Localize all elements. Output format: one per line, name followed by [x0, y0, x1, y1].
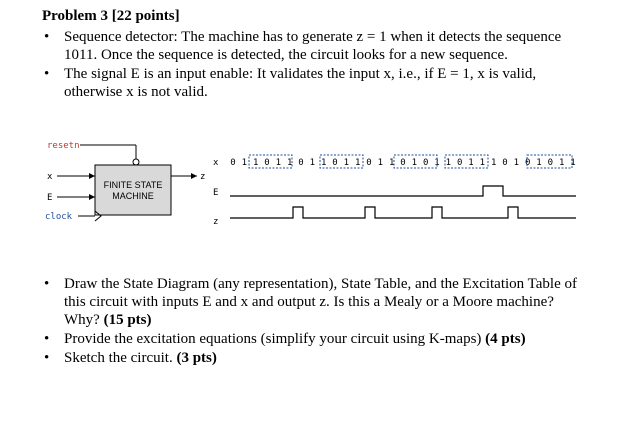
task-state-diagram: [42, 275, 582, 329]
x-bit: 0: [547, 158, 554, 168]
x-bit: 0: [422, 158, 429, 168]
z-waveform: [230, 207, 576, 218]
x-bit: 1: [445, 158, 452, 168]
fsm-box: [95, 165, 171, 215]
e-waveform: [230, 186, 576, 196]
x-bit: 1: [490, 158, 497, 168]
x-bit: 0: [366, 158, 372, 168]
x-bit: 1: [411, 158, 418, 168]
x-bit: 1: [309, 158, 316, 168]
wave-x-label: x: [213, 158, 219, 168]
task-excitation-equations: [42, 330, 582, 348]
x-bit: 1: [388, 158, 395, 168]
wave-e-label: E: [213, 188, 219, 198]
e-input-arrow-icon: [89, 194, 95, 200]
x-bit: 1: [320, 158, 327, 168]
x-bit: 0: [332, 158, 338, 168]
bullet-sequence-detector: • Sequence detector: The machine has to generate z = 1 when it detects the sequence 1011. Once the sequence is detected, the circuit looks for a new sequence.: [42, 28, 582, 64]
x-bit: 1: [377, 158, 384, 168]
resetn-label: resetn: [47, 141, 80, 151]
x-bit: 1: [468, 158, 474, 168]
e-input-label: E: [47, 193, 53, 203]
z-output-label: z: [200, 172, 206, 182]
x-bit: 1: [513, 158, 520, 168]
task-text: Draw the State Diagram (any representation), State Table, and the Excitation Table of this circuit with inputs E and x and output z. Is this a Mealy or a Moore machine? Why?: [64, 276, 577, 328]
x-bit: 1: [343, 158, 350, 168]
task-list: [42, 275, 582, 368]
x-bit: 0: [230, 158, 236, 168]
x-bit: 1: [252, 158, 259, 168]
bullet-input-enable: • The signal E is an input enable: It validates the input x, i.e., if E = 1, x is valid, otherwise x is not valid.: [42, 65, 582, 101]
fsm-label-line2: MACHINE: [112, 191, 154, 201]
x-bit: 0: [264, 158, 270, 168]
x-bit: 1: [434, 158, 440, 168]
wave-z-label: z: [213, 217, 219, 227]
x-bit: 1: [241, 158, 248, 168]
x-bit: 1: [275, 158, 282, 168]
x-bit: 0: [400, 158, 406, 168]
task-text: Provide the excitation equations (simplify your circuit using K-maps): [64, 331, 482, 347]
x-bit: 1: [536, 158, 542, 168]
problem-title: Problem 3 [22 points]: [42, 8, 180, 24]
fsm-label-line1: FINITE STATE: [103, 180, 163, 190]
task-sketch-circuit: [42, 349, 582, 367]
task-text: Sketch the circuit.: [64, 350, 173, 366]
x-input-arrow-icon: [89, 173, 95, 179]
x-input-label: x: [47, 172, 53, 182]
resetn-inversion-bubble: [133, 159, 139, 165]
x-bit: 1: [354, 158, 361, 168]
x-bit: 1: [479, 158, 486, 168]
task-points: (4 pts): [485, 331, 526, 347]
x-bit: 1: [558, 158, 565, 168]
clock-label: clock: [45, 212, 73, 222]
x-bit: 0: [456, 158, 463, 168]
x-bit: 1: [286, 158, 293, 168]
task-points: (15 pts): [103, 312, 152, 328]
z-output-arrow-icon: [191, 173, 197, 179]
x-bit-sequence: [230, 158, 575, 168]
x-bit: 0: [298, 158, 304, 168]
x-bit: 0: [524, 158, 531, 168]
task-points: (3 pts): [176, 350, 217, 366]
x-bit: 1: [570, 158, 576, 168]
x-bit: 0: [502, 158, 508, 168]
